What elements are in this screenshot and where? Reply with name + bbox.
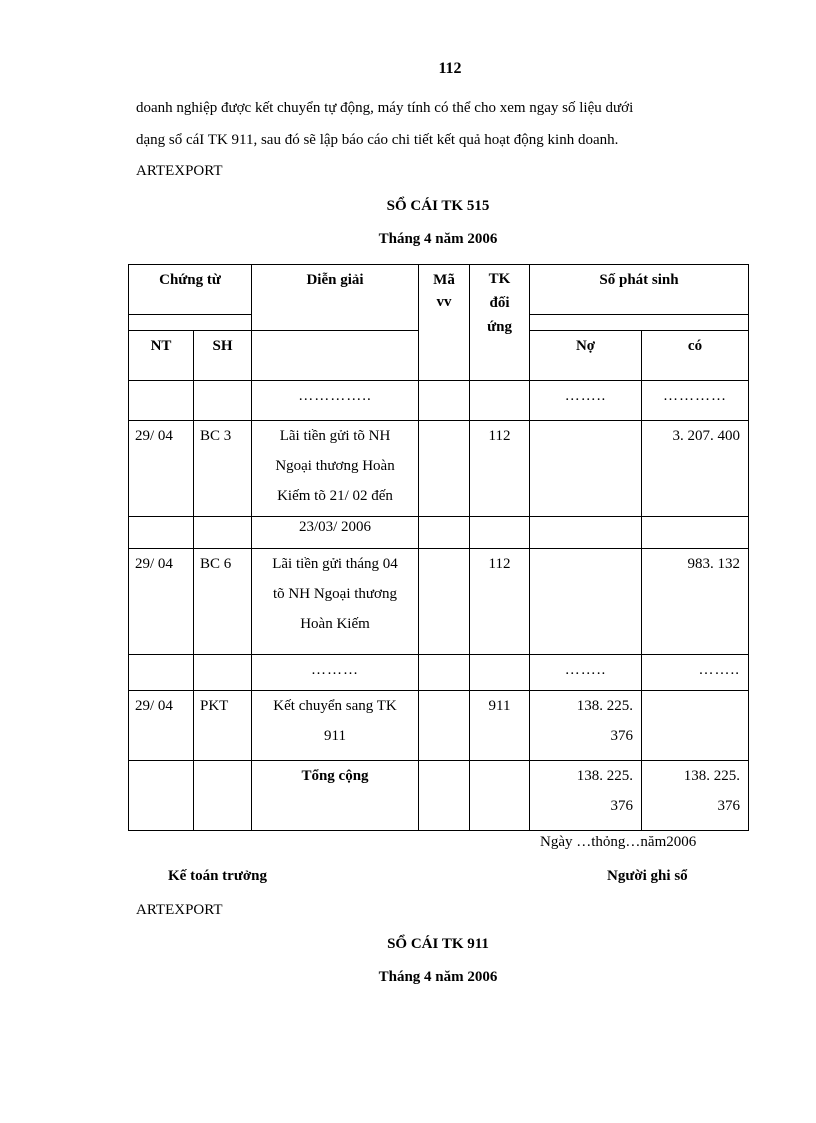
row2-desc-line-1: Lãi tiền gửi tháng 04	[272, 556, 398, 572]
ledger-911-title: SỔ CÁI TK 911	[387, 936, 489, 952]
date-line: Ngày …thỏng…năm2006	[540, 834, 697, 850]
ledger-515-period: Tháng 4 năm 2006	[378, 231, 498, 247]
total-no-line-2: 376	[610, 798, 634, 814]
dots-row-co: …………	[642, 381, 749, 421]
ledger-515-table	[128, 264, 749, 831]
header-ma-vv-line-1: Mã	[433, 272, 455, 288]
total-no	[530, 761, 642, 831]
intro-line-2: dạng sổ cáI TK 911, sau đó sẽ lập báo cáo chi tiết kết quả hoạt động kinh doanh.	[136, 132, 619, 148]
row2-co: 983. 132	[642, 549, 749, 655]
row3-desc-line-1: Kết chuyển sang TK	[273, 698, 397, 714]
total-co-line-1: 138. 225.	[683, 768, 741, 784]
row2-mavv	[419, 549, 470, 655]
total-label: Tổng cộng	[252, 761, 419, 831]
dots2-row-no: ……..	[530, 655, 642, 691]
row3-co	[642, 691, 749, 761]
row2-desc	[252, 549, 419, 655]
row1-nt: 29/ 04	[129, 421, 194, 517]
header-gap-so-phat-sinh	[530, 315, 749, 331]
row1-no	[530, 421, 642, 517]
signature-chief-accountant: Kế toán trưởng	[168, 868, 267, 884]
row3-no	[530, 691, 642, 761]
dots2-row-tk	[470, 655, 530, 691]
company-name-1: ARTEXPORT	[136, 163, 223, 179]
row1-desc-line-4: 23/03/ 2006	[252, 517, 419, 549]
row3-no-line-1: 138. 225.	[576, 698, 634, 714]
dots2-row-desc: ………	[252, 655, 419, 691]
ledger-911-period: Tháng 4 năm 2006	[378, 969, 498, 985]
dots-row-desc: …………..	[252, 381, 419, 421]
row1b-no	[530, 517, 642, 549]
intro-line-1: doanh nghiệp được kết chuyển tự động, máy tính có thể cho xem ngay số liệu dưới	[136, 100, 634, 116]
header-co: có	[642, 331, 749, 381]
dots-row-sh	[194, 381, 252, 421]
dots-row-no: ……..	[530, 381, 642, 421]
row3-desc-line-2: 911	[324, 728, 346, 744]
header-so-phat-sinh: Số phát sinh	[530, 265, 749, 315]
row1-co: 3. 207. 400	[642, 421, 749, 517]
total-co	[642, 761, 749, 831]
row3-no-line-2: 376	[610, 728, 634, 744]
header-no: Nợ	[530, 331, 642, 381]
row2-nt: 29/ 04	[129, 549, 194, 655]
dots2-row-mavv	[419, 655, 470, 691]
row1-tk: 112	[470, 421, 530, 517]
header-tk-doi-ung	[470, 265, 530, 381]
total-no-line-1: 138. 225.	[576, 768, 634, 784]
header-chung-tu: Chứng từ	[129, 265, 252, 315]
dots-row-mavv	[419, 381, 470, 421]
row3-sh: PKT	[194, 691, 252, 761]
header-tk-line-2: đối	[489, 295, 510, 311]
dots2-row-nt	[129, 655, 194, 691]
total-tk	[470, 761, 530, 831]
intro-paragraph	[136, 92, 740, 156]
total-co-line-2: 376	[717, 798, 741, 814]
row3-mavv	[419, 691, 470, 761]
row1b-co	[642, 517, 749, 549]
row1-desc-line-1: Lãi tiền gửi tõ NH	[279, 428, 391, 444]
row1b-mavv	[419, 517, 470, 549]
header-dien-giai: Diễn giải	[252, 265, 419, 331]
row3-nt: 29/ 04	[129, 691, 194, 761]
total-sh	[194, 761, 252, 831]
row2-tk: 112	[470, 549, 530, 655]
row2-no	[530, 549, 642, 655]
row3-tk: 911	[470, 691, 530, 761]
header-tk-line-3: ứng	[487, 319, 512, 335]
row3-desc	[252, 691, 419, 761]
header-tk-line-1: TK	[488, 271, 511, 287]
row1b-tk	[470, 517, 530, 549]
page-number: 112	[438, 60, 462, 77]
header-gap-chung-tu	[129, 315, 252, 331]
row1-sh: BC 3	[194, 421, 252, 517]
row1-desc-line-3: Kiếm tõ 21/ 02 đến	[277, 488, 393, 504]
row1-desc-line-2: Ngoại thương Hoàn	[275, 458, 395, 474]
dots-row-nt	[129, 381, 194, 421]
header-sh: SH	[194, 331, 252, 381]
row2-sh: BC 6	[194, 549, 252, 655]
dots-row-tk	[470, 381, 530, 421]
total-nt	[129, 761, 194, 831]
row2-desc-line-3: Hoàn Kiếm	[300, 616, 370, 632]
row1b-sh	[194, 517, 252, 549]
header-nt: NT	[129, 331, 194, 381]
signature-recorder: Người ghi sổ	[607, 868, 688, 884]
company-name-2: ARTEXPORT	[136, 902, 223, 918]
dots2-row-co: ……..	[642, 655, 749, 691]
row1b-nt	[129, 517, 194, 549]
ledger-515-title: SỔ CÁI TK 515	[386, 198, 490, 214]
row1-mavv	[419, 421, 470, 517]
row2-desc-line-2: tõ NH Ngoại thương	[273, 586, 397, 602]
total-mavv	[419, 761, 470, 831]
header-dien-giai-blank	[252, 331, 419, 381]
header-ma-vv	[419, 265, 470, 381]
dots2-row-sh	[194, 655, 252, 691]
row1-desc	[252, 421, 419, 517]
header-ma-vv-line-2: vv	[436, 294, 452, 310]
